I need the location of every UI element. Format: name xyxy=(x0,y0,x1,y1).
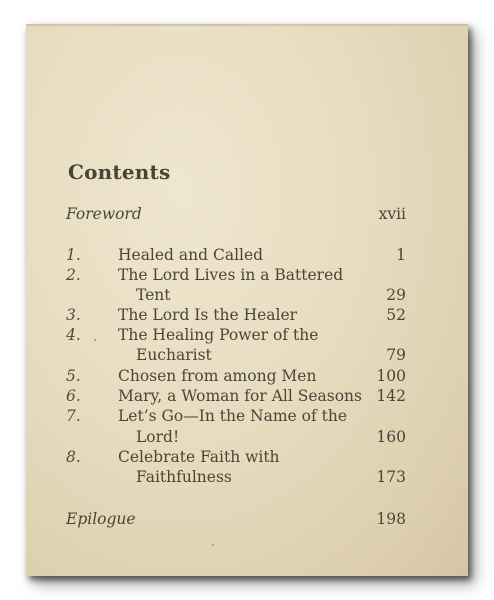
chapter-page: 173 xyxy=(376,468,406,486)
chapter-title-continued: Eucharist xyxy=(136,346,212,364)
chapter-title: The Healing Power of the xyxy=(118,326,319,344)
chapter-page: 52 xyxy=(386,306,406,324)
paper-speck xyxy=(212,544,214,546)
chapter-page: 160 xyxy=(376,428,406,446)
chapter-number: 2. xyxy=(66,266,81,284)
chapter-page: 29 xyxy=(386,286,406,304)
book-page xyxy=(26,24,468,576)
chapter-title-continued: Lord! xyxy=(136,428,180,446)
paper-speck xyxy=(94,339,96,341)
chapter-title: Let’s Go—In the Name of the xyxy=(118,407,348,425)
contents-heading: Contents xyxy=(68,160,171,184)
chapter-title: The Lord Lives in a Battered xyxy=(118,266,344,284)
chapter-title-continued: Tent xyxy=(136,286,171,304)
chapter-title: Healed and Called xyxy=(118,246,264,264)
foreword-page: xvii xyxy=(378,205,406,223)
chapter-title-continued: Faithfulness xyxy=(136,468,232,486)
page-edge xyxy=(26,24,468,27)
chapter-number: 4. xyxy=(66,326,81,344)
chapter-number: 7. xyxy=(66,407,81,425)
chapter-title: The Lord Is the Healer xyxy=(118,306,298,324)
chapter-number: 1. xyxy=(66,246,81,264)
chapter-page: 100 xyxy=(376,367,406,385)
chapter-title: Chosen from among Men xyxy=(118,367,317,385)
chapter-title: Celebrate Faith with xyxy=(118,448,280,466)
chapter-page: 1 xyxy=(396,246,406,264)
chapter-title: Mary, a Woman for All Seasons xyxy=(118,387,362,405)
chapter-page: 142 xyxy=(376,387,406,405)
epilogue-page: 198 xyxy=(376,510,406,528)
chapter-number: 5. xyxy=(66,367,81,385)
epilogue-label: Epilogue xyxy=(66,510,136,528)
chapter-number: 3. xyxy=(66,306,81,324)
chapter-page: 79 xyxy=(386,346,406,364)
chapter-number: 8. xyxy=(66,448,81,466)
foreword-label: Foreword xyxy=(66,205,142,223)
chapter-number: 6. xyxy=(66,387,81,405)
